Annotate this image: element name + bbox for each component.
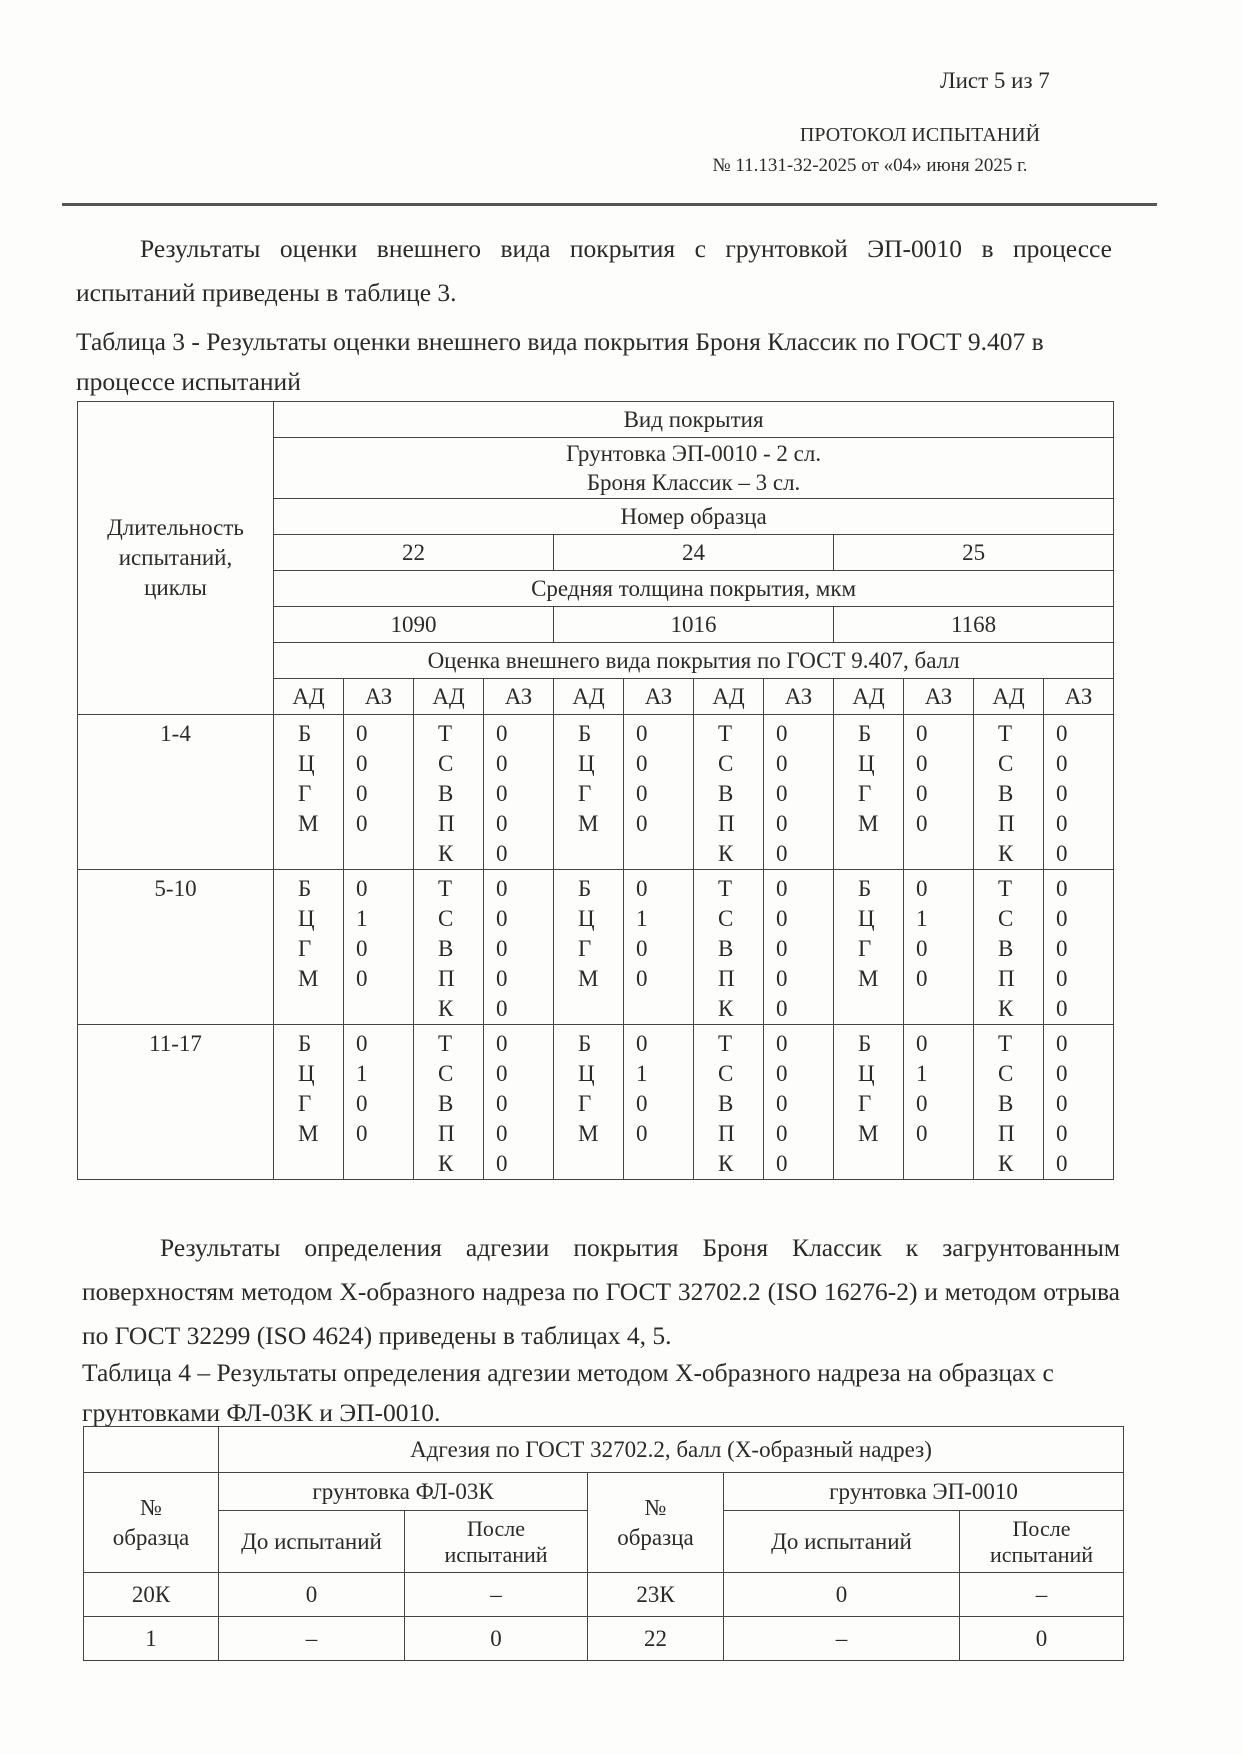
az-cell [904,715,974,870]
az-cell [624,870,694,1025]
az-value: 0 [496,996,508,1021]
az-value: 0 [776,996,788,1021]
ad-cell [974,870,1044,1025]
az-cell [484,715,554,870]
after-header-1: После испытаний [405,1511,588,1573]
coating-type-header: Вид покрытия [274,402,1114,438]
sample-25: 25 [834,535,1114,571]
ad-value: Т [438,721,453,746]
az-value: 0 [916,966,928,991]
ad-value: К [998,1151,1014,1176]
az-value: 1 [636,906,648,931]
ad-value: Ц [578,1061,595,1086]
ad-value: С [438,906,454,931]
table-cell: – [724,1617,960,1661]
table3-body [78,715,1114,1180]
coating-spec [274,438,1114,499]
ad-cell [414,1025,484,1180]
ad-value: П [438,811,455,836]
ad-value: Ц [578,751,595,776]
ad-value: М [578,966,599,991]
after-header-2: После испытаний [960,1511,1124,1573]
table-row [78,715,1114,870]
az-value: 0 [916,1121,928,1146]
ad-value: Г [578,781,592,806]
sample-no-header-1 [84,1473,219,1573]
az-value: 0 [916,781,928,806]
table3-caption: Таблица 3 - Результаты оценки внешнего вида покрытия Броня Классик по ГОСТ 9.407 в процессе испытаний [76,327,1044,396]
ad-value: В [998,936,1014,961]
thickness-24: 1016 [554,607,834,643]
az-value: 0 [356,1091,368,1116]
az-value: 0 [1056,1151,1068,1176]
paragraph-adhesion: Результаты определения адгезии покрытия Броня Классик к загрунтованным поверхностям методом Х-образного надреза по ГОСТ 32702.2 (ISO 16276-2) и методом отрыва по ГОСТ 32299 (ISO 4624) приведены в таблицах 4, 5. [82,1233,1120,1350]
az-value: 0 [1056,1091,1068,1116]
table-row [78,1025,1114,1180]
ad-value: Ц [858,751,875,776]
az-cell [764,870,834,1025]
protocol-title: ПРОТОКОЛ ИСПЫТАНИЙ [799,124,1041,146]
az-cell [484,870,554,1025]
az-value: 0 [916,1091,928,1116]
az-value: 0 [496,751,508,776]
ad-value: К [718,996,734,1021]
ad-value: С [718,1061,734,1086]
az-cell [764,1025,834,1180]
ad-value: В [718,1091,734,1116]
sample-label: образца [617,1524,694,1550]
az-cell [344,1025,414,1180]
az-value: 0 [776,1121,788,1146]
ad-value: П [438,966,455,991]
ad-value: Т [718,1031,733,1056]
ad-value: Ц [858,906,875,931]
table-row [84,1573,1124,1617]
az-value: 1 [916,906,928,931]
ad-value: К [998,841,1014,866]
az-header: АЗ [344,679,414,715]
ad-header: АД [414,679,484,715]
az-cell [904,870,974,1025]
az-value: 0 [496,966,508,991]
az-value: 0 [1056,811,1068,836]
ad-value: М [858,966,879,991]
az-value: 0 [496,906,508,931]
az-value: 0 [1056,751,1068,776]
ad-value: М [578,1121,599,1146]
table-cell: 1 [84,1617,219,1661]
ad-value: Т [998,1031,1013,1056]
ad-cell [834,715,904,870]
az-value: 0 [1056,876,1068,901]
duration-cell: 1-4 [78,715,274,870]
ad-value: К [718,1151,734,1176]
az-value: 0 [916,751,928,776]
assessment-header: Оценка внешнего вида покрытия по ГОСТ 9.407, балл [274,643,1114,679]
az-cell [344,715,414,870]
ad-value: Т [438,876,453,901]
az-value: 0 [776,841,788,866]
az-value: 0 [916,936,928,961]
sheet-number: Лист 5 из 7 [940,68,1050,93]
paragraph-intro: Результаты оценки внешнего вида покрытия с грунтовкой ЭП-0010 в процессе испытаний приведены в таблице 3. [76,234,1112,307]
ad-cell [554,1025,624,1180]
ad-header: АД [554,679,624,715]
ad-header: АД [834,679,904,715]
az-value: 0 [496,936,508,961]
az-value: 1 [916,1061,928,1086]
table-cell: 0 [405,1617,588,1661]
ad-cell [834,1025,904,1180]
ad-value: К [438,996,454,1021]
az-value: 0 [1056,721,1068,746]
ad-value: В [718,936,734,961]
az-value: 0 [1056,936,1068,961]
ad-value: М [858,1121,879,1146]
ad-value: Т [718,721,733,746]
az-value: 0 [356,876,368,901]
ad-cell [274,870,344,1025]
ad-value: С [438,1061,454,1086]
ad-value: Г [578,1091,592,1116]
table-cell: 0 [724,1573,960,1617]
table-row [78,870,1114,1025]
no-label: № [140,1494,162,1520]
az-value: 0 [1056,966,1068,991]
ad-value: Ц [578,906,595,931]
ad-value: С [718,751,734,776]
table3 [77,401,1114,1180]
az-value: 1 [636,1061,648,1086]
az-cell [904,1025,974,1180]
az-value: 0 [1056,906,1068,931]
ad-value: Ц [858,1061,875,1086]
ad-value: Г [298,936,312,961]
az-value: 0 [496,876,508,901]
protocol-number: № 11.131-32-2025 от «04» июня 2025 г. [712,155,1028,176]
az-value: 0 [916,1031,928,1056]
az-cell [1044,870,1114,1025]
az-value: 0 [916,721,928,746]
thickness-22: 1090 [274,607,554,643]
az-value: 0 [636,1091,648,1116]
az-value: 0 [636,876,648,901]
table-cell: – [405,1573,588,1617]
ad-value: М [298,811,319,836]
az-header: АЗ [624,679,694,715]
az-value: 0 [496,721,508,746]
ad-value: Б [298,1031,312,1056]
az-value: 0 [1056,781,1068,806]
ad-value: Б [578,1031,592,1056]
ad-value: К [998,996,1014,1021]
table4-caption: Таблица 4 – Результаты определения адгезии методом Х-образного надреза на образцах с грунтовками ФЛ-03К и ЭП-0010. [82,1358,1054,1427]
ad-value: Г [858,1091,872,1116]
ad-value: Б [298,876,312,901]
primer-fl03k-header: грунтовка ФЛ-03К [219,1473,588,1511]
sample-24: 24 [554,535,834,571]
ad-value: Г [858,936,872,961]
ad-value: Ц [298,906,315,931]
table4 [83,1426,1124,1661]
az-value: 0 [776,1091,788,1116]
ad-value: К [438,1151,454,1176]
thickness-25: 1168 [834,607,1114,643]
az-value: 0 [496,1061,508,1086]
ad-value: К [718,841,734,866]
table-cell: 0 [960,1617,1124,1661]
ad-cell [414,715,484,870]
primer-ep0010-header: грунтовка ЭП-0010 [724,1473,1124,1511]
ad-cell [554,870,624,1025]
table4-corner [84,1427,219,1473]
az-value: 0 [356,1121,368,1146]
az-cell [624,715,694,870]
ad-cell [274,1025,344,1180]
az-value: 0 [356,781,368,806]
ad-value: М [578,811,599,836]
no-label: № [644,1494,667,1520]
az-value: 0 [776,1061,788,1086]
az-value: 0 [1056,841,1068,866]
ad-value: Т [998,876,1013,901]
duration-cell: 11-17 [78,1025,274,1180]
az-value: 0 [776,1031,788,1056]
az-header: АЗ [764,679,834,715]
ad-value: Б [858,876,872,901]
ad-value: Б [578,876,592,901]
ad-value: В [438,936,454,961]
ad-value: П [998,966,1015,991]
az-cell [484,1025,554,1180]
az-value: 0 [496,1121,508,1146]
az-cell [1044,1025,1114,1180]
ad-value: Б [298,721,312,746]
az-value: 0 [776,876,788,901]
ad-value: К [438,841,454,866]
ad-value: Б [578,721,592,746]
az-header: АЗ [904,679,974,715]
ad-value: Б [858,1031,872,1056]
ad-value: Б [858,721,872,746]
az-value: 0 [1056,996,1068,1021]
ad-value: Т [438,1031,453,1056]
ad-value: П [998,1121,1015,1146]
duration-header: Длительность испытаний, циклы [78,402,274,715]
ad-cell [694,870,764,1025]
az-value: 0 [636,936,648,961]
az-cell [1044,715,1114,870]
table-cell: 23К [588,1573,724,1617]
ad-value: Ц [298,1061,315,1086]
az-value: 0 [1056,1121,1068,1146]
ad-cell [694,1025,764,1180]
az-value: 0 [776,966,788,991]
table-cell: – [219,1617,405,1661]
az-value: 0 [496,1091,508,1116]
ad-value: Т [718,876,733,901]
az-value: 1 [356,1061,368,1086]
ad-value: П [718,811,735,836]
ad-value: Ц [298,751,315,776]
ad-value: П [718,1121,735,1146]
table-cell: 22 [588,1617,724,1661]
ad-cell [274,715,344,870]
ad-value: С [438,751,454,776]
ad-cell [414,870,484,1025]
adhesion-header: Адгезия по ГОСТ 32702.2, балл (Х-образный надрез) [219,1427,1124,1473]
ad-value: М [298,1121,319,1146]
az-value: 0 [916,811,928,836]
az-value: 0 [776,781,788,806]
az-value: 0 [776,906,788,931]
ad-value: Г [578,936,592,961]
az-value: 0 [496,841,508,866]
az-value: 0 [356,811,368,836]
az-value: 0 [776,811,788,836]
ad-value: В [438,1091,454,1116]
az-value: 0 [1056,1061,1068,1086]
az-value: 0 [636,966,648,991]
az-cell [624,1025,694,1180]
ad-cell [694,715,764,870]
ad-value: В [718,781,734,806]
avg-thickness-header: Средняя толщина покрытия, мкм [274,571,1114,607]
az-value: 0 [776,1151,788,1176]
az-value: 0 [636,721,648,746]
table-cell: 0 [219,1573,405,1617]
az-value: 0 [1056,1031,1068,1056]
ad-cell [974,715,1044,870]
az-value: 0 [496,811,508,836]
az-header: АЗ [484,679,554,715]
az-value: 0 [916,876,928,901]
before-header-2: До испытаний [724,1511,960,1573]
az-value: 0 [776,936,788,961]
az-value: 0 [356,721,368,746]
sample-22: 22 [274,535,554,571]
az-value: 0 [776,721,788,746]
coating-spec-line1: Грунтовка ЭП-0010 - 2 сл. [566,441,822,466]
before-header-1: До испытаний [219,1511,405,1573]
az-value: 0 [496,1151,508,1176]
ad-cell [554,715,624,870]
header-divider [62,203,1157,206]
az-value: 0 [356,1031,368,1056]
az-value: 0 [636,1031,648,1056]
ad-value: Г [298,781,312,806]
ad-value: В [998,1091,1014,1116]
table-cell: 20К [84,1573,219,1617]
ad-value: М [298,966,319,991]
ad-cell [834,870,904,1025]
sample-label: образца [112,1524,190,1550]
sample-number-header: Номер образца [274,499,1114,535]
ad-value: С [998,906,1014,931]
az-header: АЗ [1044,679,1114,715]
ad-value: Г [298,1091,312,1116]
az-cell [344,870,414,1025]
az-value: 0 [636,1121,648,1146]
ad-cell [974,1025,1044,1180]
ad-value: П [998,811,1015,836]
coating-spec-line2: Броня Классик – 3 сл. [586,470,801,495]
az-value: 0 [636,751,648,776]
ad-value: Т [998,721,1013,746]
ad-value: В [998,781,1014,806]
az-value: 0 [636,811,648,836]
ad-header: АД [274,679,344,715]
az-value: 0 [356,966,368,991]
az-value: 0 [636,781,648,806]
duration-cell: 5-10 [78,870,274,1025]
ad-value: С [998,751,1014,776]
sample-no-header-2 [588,1473,724,1573]
ad-value: М [858,811,879,836]
ad-value: В [438,781,454,806]
az-value: 0 [776,751,788,776]
az-value: 1 [356,906,368,931]
ad-value: С [998,1061,1014,1086]
ad-value: П [718,966,735,991]
ad-value: П [438,1121,455,1146]
az-value: 0 [356,936,368,961]
table-row [84,1617,1124,1661]
ad-header: АД [974,679,1044,715]
az-value: 0 [496,781,508,806]
table-cell: – [960,1573,1124,1617]
az-value: 0 [356,751,368,776]
table4-body [84,1573,1124,1661]
ad-value: Г [858,781,872,806]
ad-value: С [718,906,734,931]
az-cell [764,715,834,870]
ad-header: АД [694,679,764,715]
az-value: 0 [496,1031,508,1056]
